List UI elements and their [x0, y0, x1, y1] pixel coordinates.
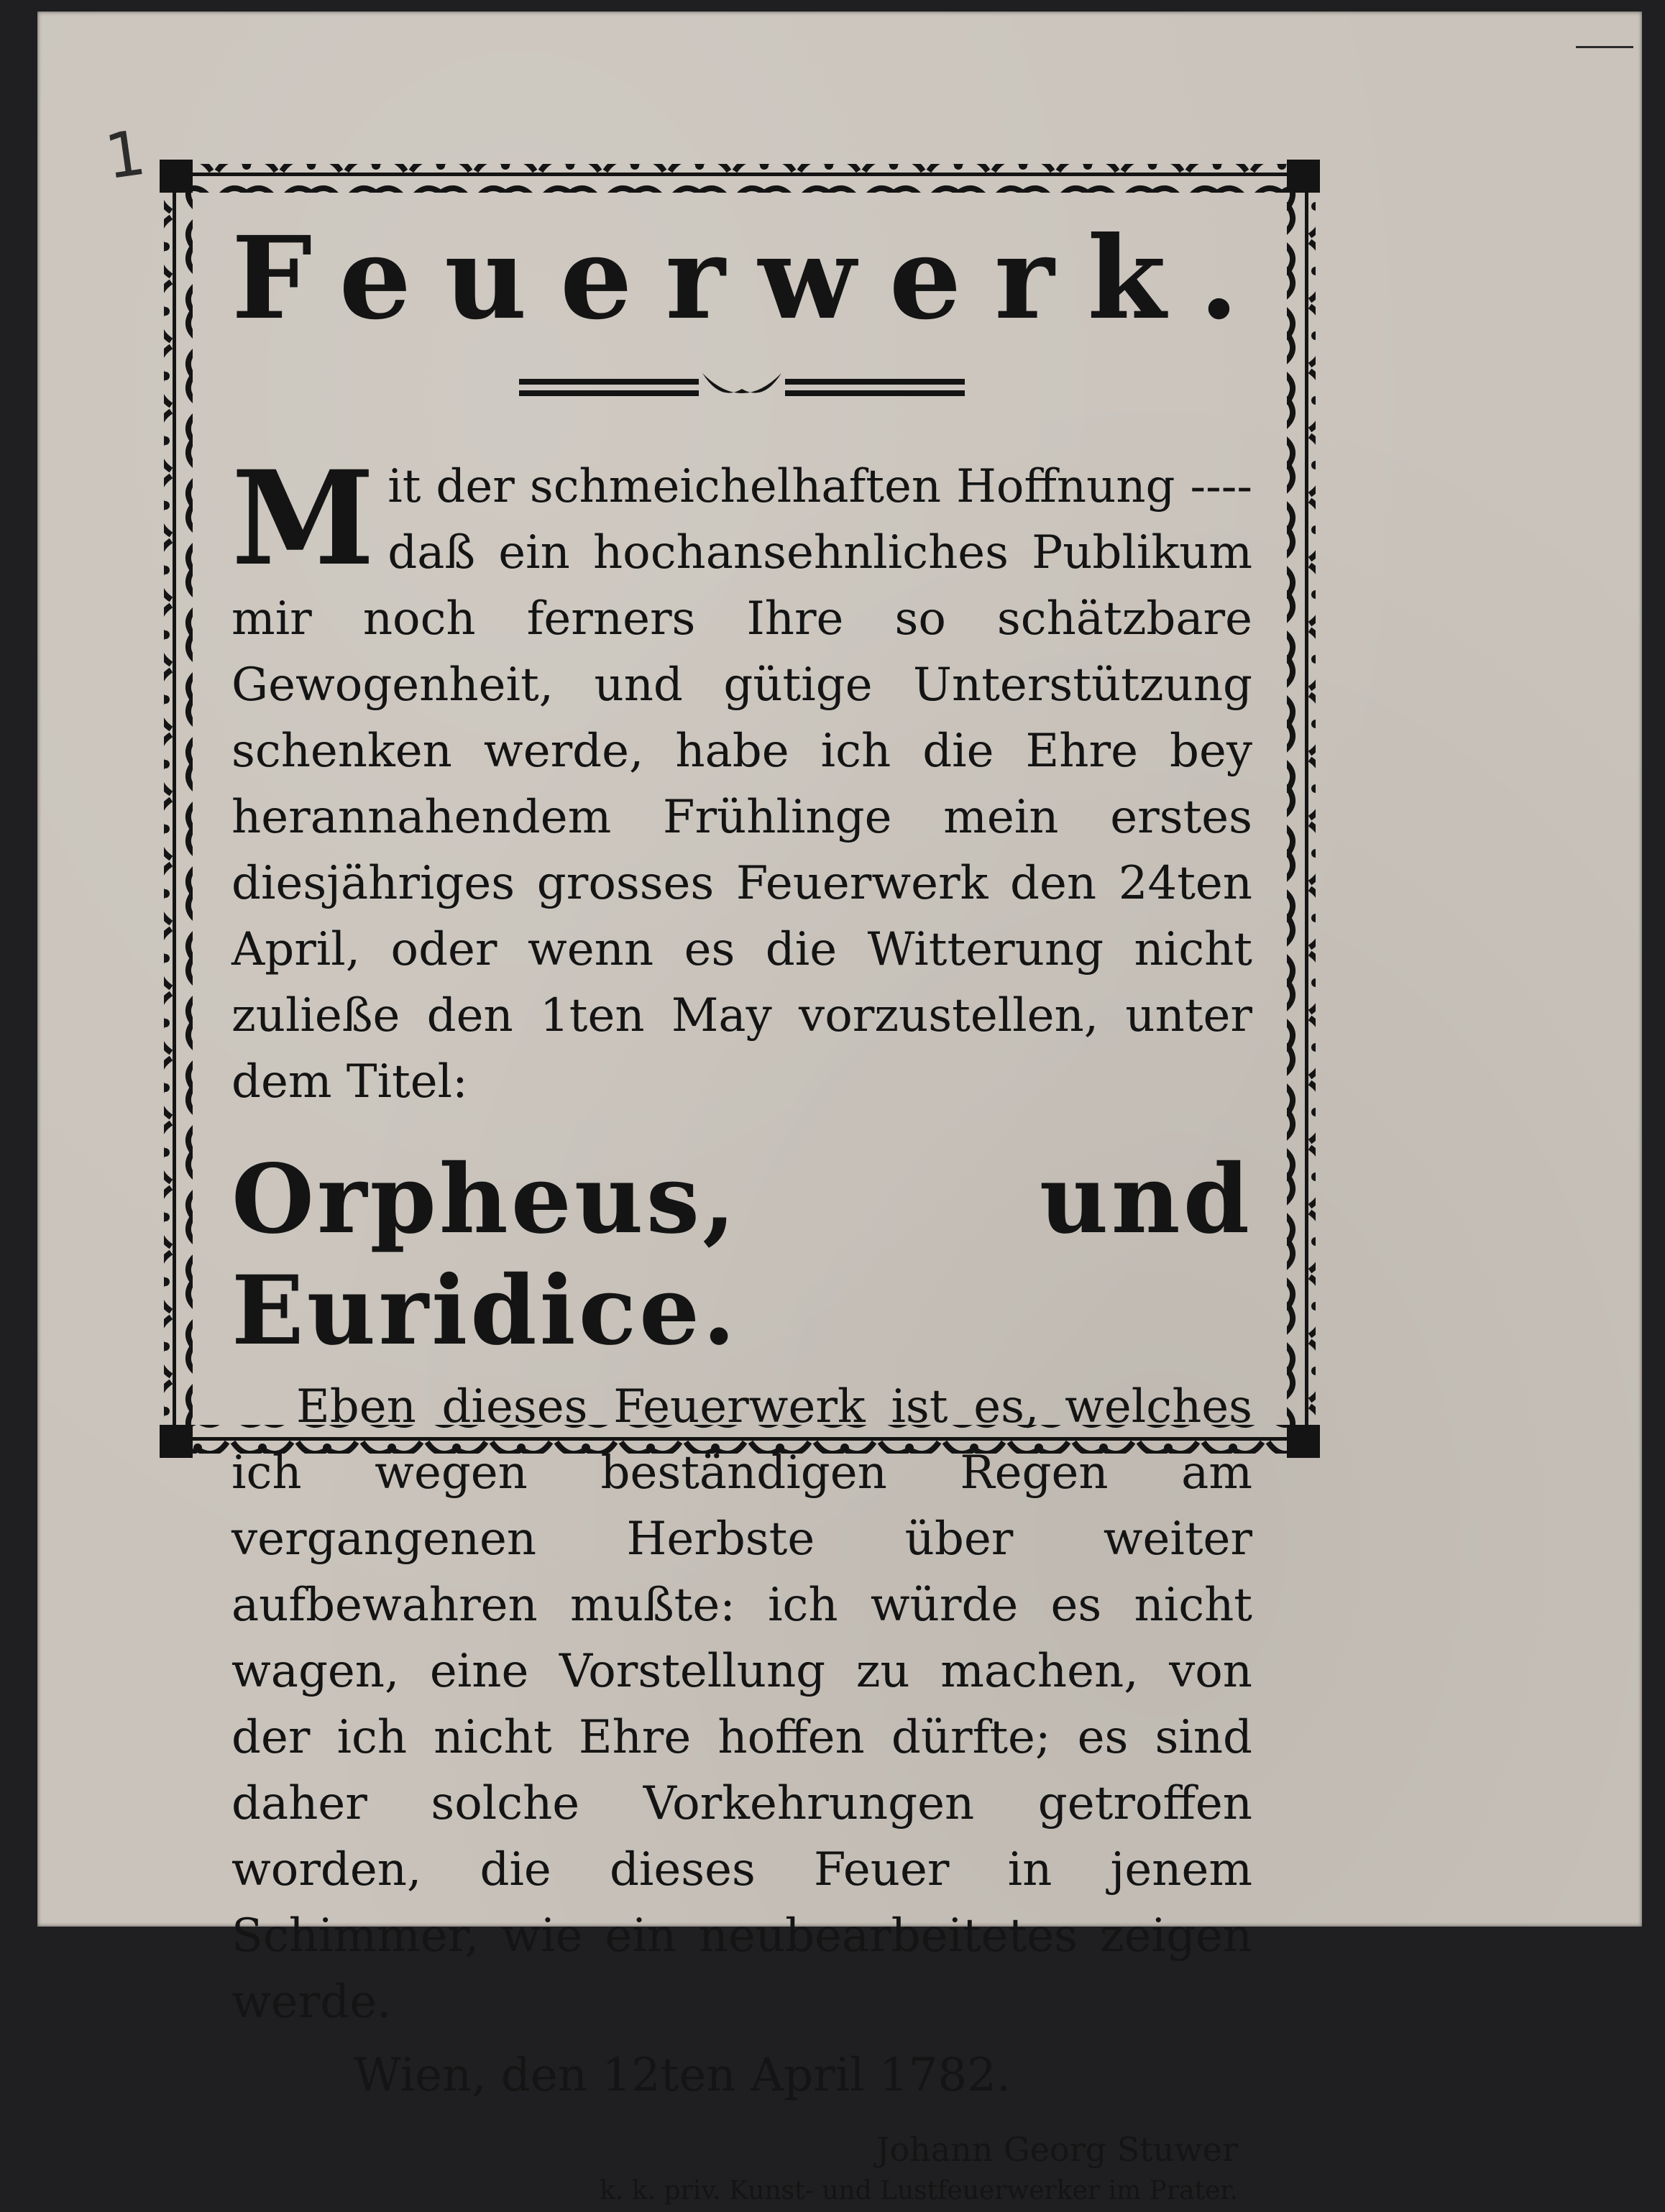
archive-number: 1 [101, 116, 150, 194]
dropcap: M [231, 443, 375, 595]
dateline: Wien, den 12ten April 1782. [354, 2049, 1012, 2102]
paragraph-announcement [231, 443, 1252, 1115]
paragraph-explanation: Eben dieses Feuerwerk ist es, welches ich wegen beständigen Regen am vergangenen Herbste über weiter aufbewahren mußte: ich würde es nicht wagen, eine Vorstellung zu machen, von der ich nicht Ehre hoffen dürfte; es sind daher solche Vorkehrungen getroffen worden, die dieses Feuer in jenem Schimmer, wie ein neubearbeitetes zeigen werde. [231, 1380, 1252, 2029]
edge-mark [1576, 46, 1633, 48]
performance-title: Orpheus, und Euridice. [231, 1144, 1252, 1367]
paragraph-1-text: it der schmeichelhaften Hoffnung ---- daß ein hochansehnliches Publikum mir noch ferners Ihre so schätzbare Gewogenheit, und gütige Unterstützung schenken werde, habe ich die Ehre bey herannahendem Frühlinge mein erstes diesjähriges grosses Feuerwerk den 24ten April, oder wenn es die Witterung nicht zuließe den 1ten May vorzustellen, unter dem Titel: [231, 460, 1252, 1109]
document-content [231, 198, 1272, 2212]
rule-ornament-svg [519, 363, 965, 413]
signature-name: Johann Georg Stuwer [876, 2130, 1238, 2169]
document-title: Feuerwerk. [231, 212, 1272, 345]
signature-block [231, 2129, 1252, 2212]
title-rule-ornament [519, 363, 965, 413]
signature-role: k. k. priv. Kunst- und Lustfeuerwerker im Prater. [600, 2176, 1238, 2206]
